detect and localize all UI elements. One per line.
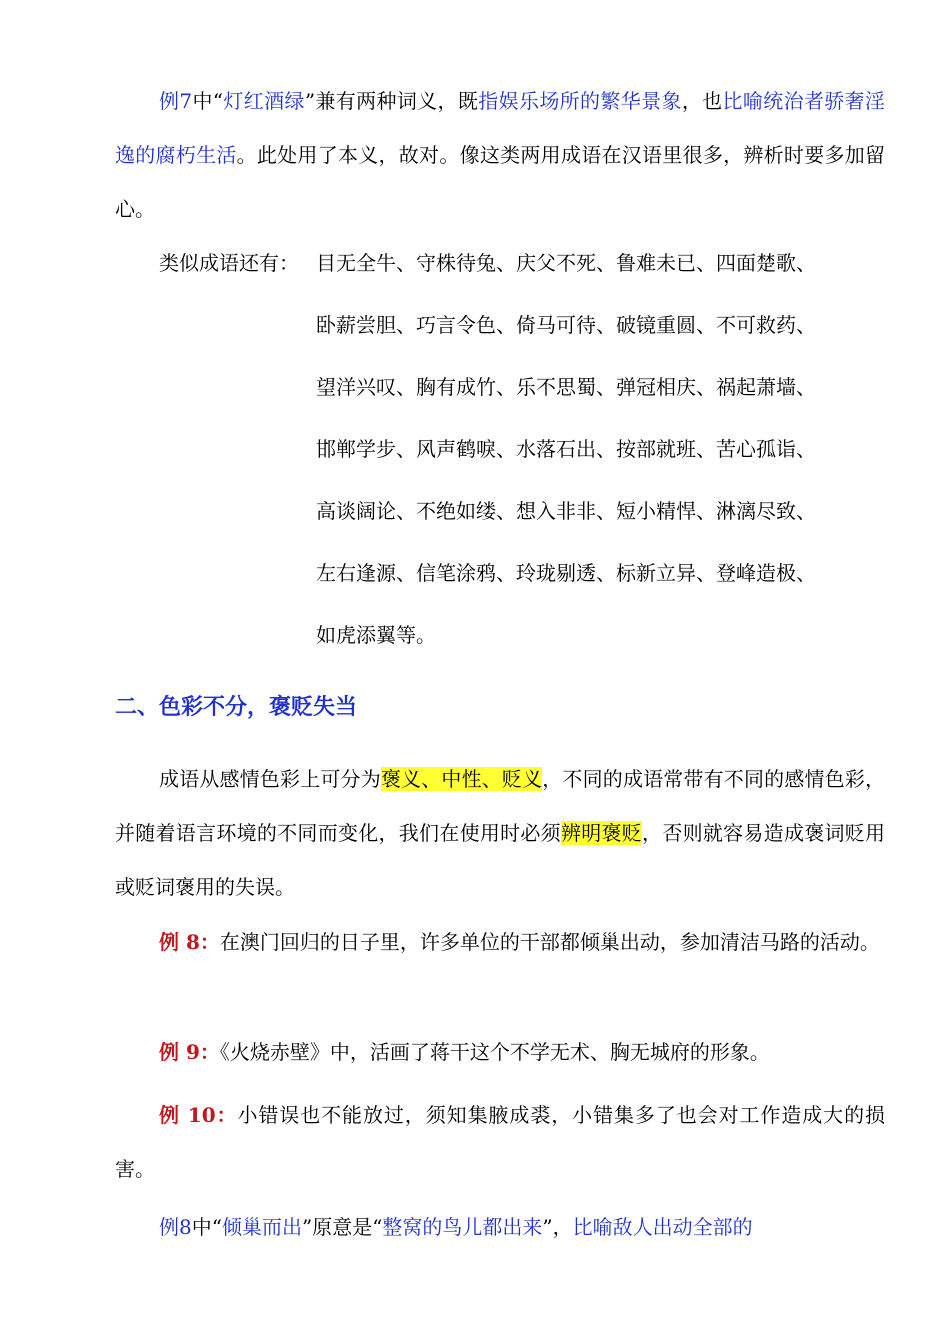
example-text: 在澳门回归的日子里，许多单位的干部都倾巢出动，参加清洁马路的活动。 (219, 930, 880, 954)
paragraph-explanation-example-7 (115, 74, 885, 236)
similar-idioms-label: 类似成语还有： (159, 251, 299, 275)
text-segment: ”原意是“ (301, 1215, 383, 1239)
text-segment: ，否则就容易造成褒词贬用或贬词褒用的失误。 (115, 821, 886, 899)
highlighted-term: 褒义、中性、贬义 (380, 767, 543, 791)
text-segment: ”兼有两种词义，既 (304, 89, 479, 113)
example-label: 例 10： (159, 1103, 238, 1127)
idiom-list-line-5: 高谈阔论、不绝如缕、想入非非、短小精悍、淋漓尽致、 (316, 499, 816, 523)
example-text: 小错误也不能放过，须知集腋成裘，小错集多了也会对工作造成大的损害。 (115, 1103, 886, 1181)
figurative-meaning: 比喻敌人出动全部的 (572, 1215, 753, 1239)
literal-meaning: 指娱乐场所的繁华景象 (478, 89, 682, 113)
text-segment: 例 (159, 89, 180, 113)
figurative-meaning: 比喻统治者骄奢淫逸的腐朽生活 (115, 89, 886, 167)
paragraph-sentiment-intro (115, 752, 885, 914)
idiom-list-line-2: 卧薪尝胆、巧言令色、倚马可待、破镜重圆、不可救药、 (316, 313, 816, 337)
text-segment: ”， (542, 1215, 573, 1239)
text-segment: ，不同的成语常带有不同的感情色彩，并随着语言环境的不同而变化，我们在使用时必须 (115, 767, 886, 845)
text-segment: 。此处用了本义，故对。像这类两用成语在汉语里很多，辨析时要多加留心。 (115, 143, 886, 221)
idiom-list-line-1: 目无全牛、守株待兔、庆父不死、鲁难未已、四面楚歌、 (316, 251, 816, 275)
example-label: 例 8： (159, 930, 220, 954)
example-9 (115, 1025, 885, 1079)
text-segment: 8 (179, 1215, 192, 1239)
idiom-list-line-4: 邯郸学步、风声鹤唳、水落石出、按部就班、苦心孤诣、 (316, 437, 816, 461)
idiom-list-line-6: 左右逢源、信笔涂鸦、玲珑剔透、标新立异、登峰造极、 (316, 561, 816, 585)
text-segment: 中“ (191, 1215, 222, 1239)
idiom-list-line-7: 如虎添翼等。 (316, 623, 436, 647)
text-segment: 例 (159, 1215, 179, 1239)
paragraph-explanation-example-8 (115, 1200, 885, 1254)
literal-meaning: 整窝的鸟儿都出来 (382, 1215, 543, 1239)
highlighted-term: 辨明褒贬 (560, 821, 643, 845)
example-text: 《火烧赤壁》中，活画了蒋干这个不学无术、胸无城府的形象。 (219, 1040, 770, 1064)
text-segment: 7 (179, 89, 193, 113)
idiom-list-line-3: 望洋兴叹、胸有成竹、乐不思蜀、弹冠相庆、祸起萧墙、 (316, 375, 816, 399)
idiom-term: 倾巢而出 (221, 1215, 302, 1239)
section-heading: 二、色彩不分，褒贬失当 (115, 695, 358, 720)
idiom-term: 灯红酒绿 (223, 89, 305, 113)
text-segment: 成语从感情色彩上可分为 (159, 767, 381, 791)
text-segment: 中“ (192, 89, 224, 113)
example-10 (115, 1088, 885, 1196)
example-8 (115, 915, 885, 969)
text-segment: ，也 (681, 89, 723, 113)
example-label: 例 9： (159, 1040, 220, 1064)
